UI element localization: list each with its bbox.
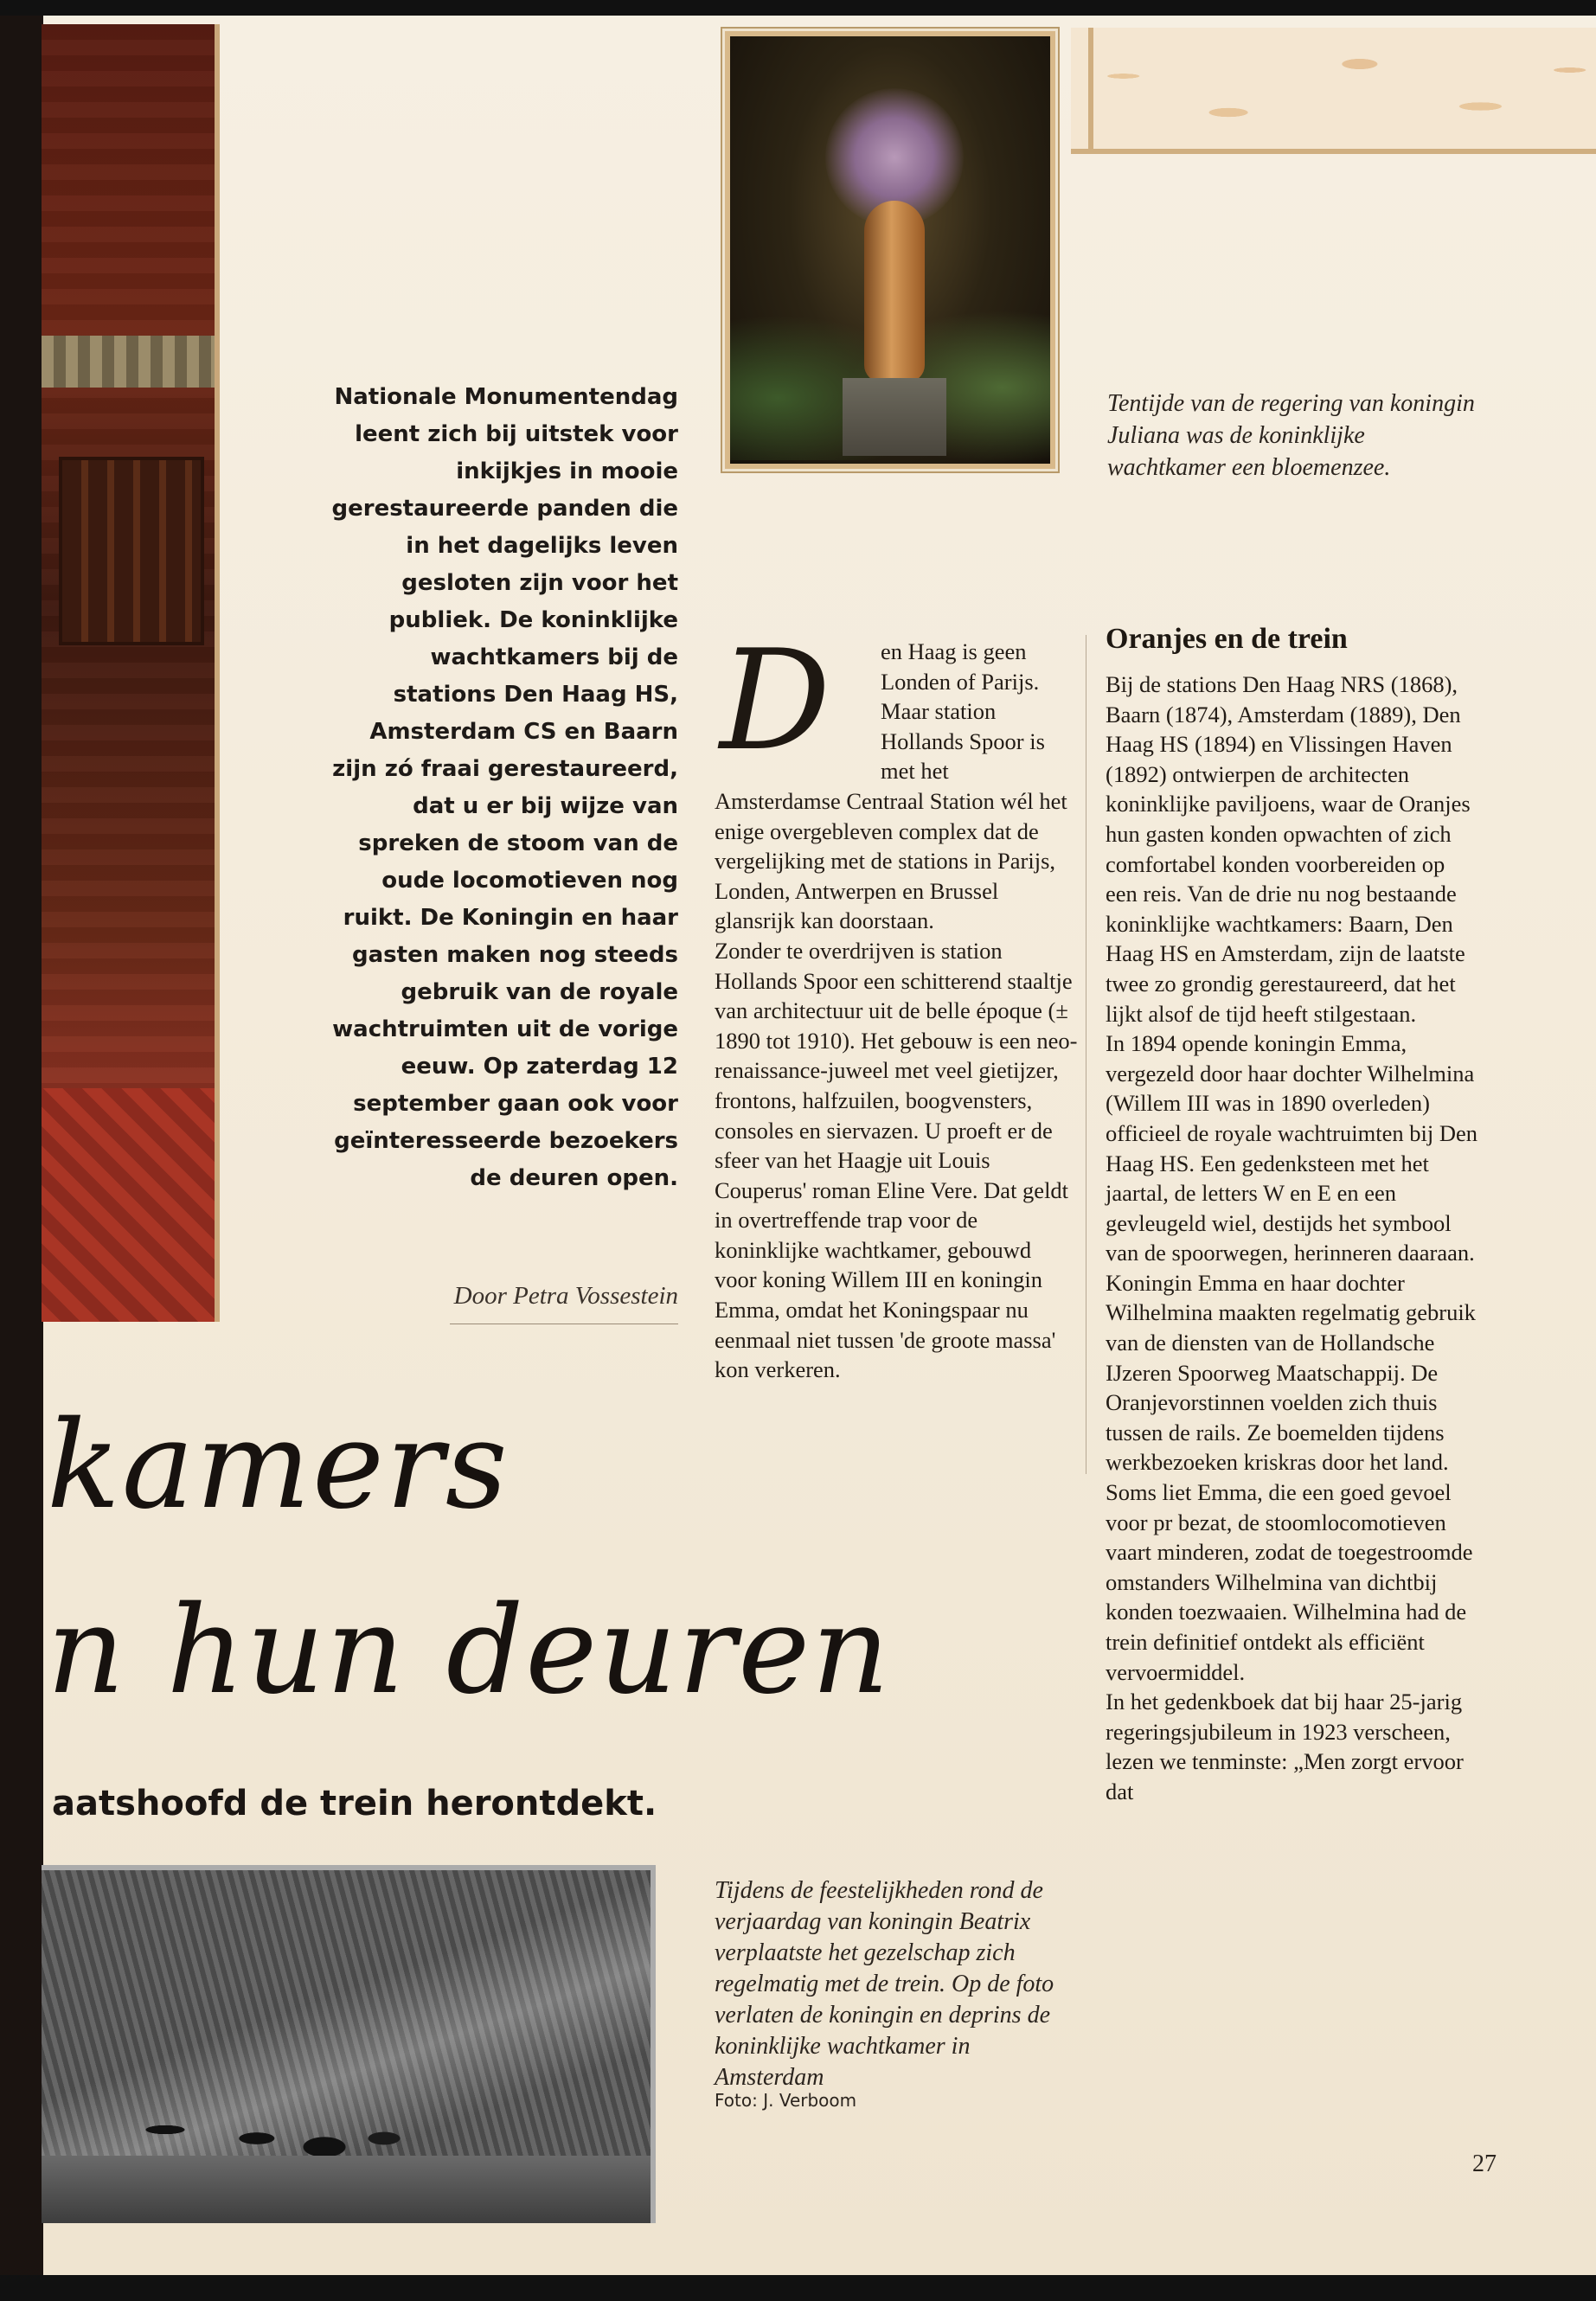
byline: Door Petra Vossestein — [453, 1282, 678, 1310]
headline-line-2: n hun deuren — [47, 1580, 892, 1721]
dropcap-letter: D — [720, 619, 831, 781]
photo-platform-floor — [42, 2156, 651, 2223]
magazine-page — [0, 16, 1596, 2275]
photo-wood-panel — [59, 457, 204, 645]
photo-vase-body — [864, 201, 925, 382]
intro-text: Nationale Monumentendag leent zich bij uitstek voor inkijkjes in mooie gerestaureerde panden die in het dagelijks leven gesloten zijn voor het publiek. De koninklijke wachtkamers bij de stations Den Haag HS, Amsterdam CS en Baarn zijn zó fraai gerestaureerd, dat u er bij wijze van spreken de stoom van de oude locomotieven nog ruikt. De Koningin en haar gasten maken nog steeds gebruik van de royale wachtruimten uit de vorige eeuw. Op zaterdag 12 september gaan ook voor geïnteresseerde bezoekers de deuren open. — [331, 384, 678, 1191]
photo-vase-pedestal — [843, 378, 946, 456]
caption-bottom: Tijdens de feestelijkheden rond de verjaardag van koningin Beatrix verplaatste het gezelschap zich regelmatig met de trein. Op de foto verlaten de koningin en deprins de koninklijke wachtkamer in Amsterdam — [715, 1877, 1054, 2091]
page-gutter — [0, 16, 43, 2275]
photo-frieze — [42, 336, 215, 388]
headline-line-1: kamers — [47, 1395, 510, 1536]
subheadline: aatshoofd de trein herontdekt. — [52, 1784, 657, 1823]
decorative-ornament — [1071, 28, 1596, 154]
column2-paragraph-3: Koningin Emma en haar dochter Wilhelmina maakten regelmatig gebruik van de diensten van de Hollandsche IJzeren Spoorweg Maatschappij. De Oranjevorstinnen voelden zich thuis tussen de rails. Ze boemelden tijdens werkbezoeken kriskras door het land. Soms liet Emma, die een goed gevoel voor pr bezat, de stoomlocomotieven vaart minderen, zodat de toegestroomde omstanders Wilhelmina van dichtbij konden toezwaaien. Wilhelmina had de trein definitief ontdekt als efficiënt vervoermiddel. — [1106, 1269, 1476, 1685]
caption-top: Tentijde van de regering van koningin Juliana was de koninklijke wachtkamer een bloemenzee. — [1107, 390, 1475, 481]
photo-credit: Foto: J. Verboom — [715, 2090, 857, 2111]
article-column-1 — [715, 619, 1078, 1385]
page-number: 27 — [1472, 2150, 1497, 2177]
photo-royal-waiting-room — [42, 24, 220, 1322]
column1-paragraph-1: en Haag is geen Londen of Parijs. Maar station Hollands Spoor is met het Amsterdamse Centraal Station wél het enige overgebleven complex dat de vergelijking met de stations in Parijs, Londen, Antwerpen en Brussel glansrijk kan doorstaan. — [715, 638, 1067, 934]
column2-paragraph-4: In het gedenkboek dat bij haar 25-jarig regeringsjubileum in 1923 verscheen, lezen we tenminste: „Men zorgt ervoor dat — [1106, 1689, 1464, 1804]
column2-paragraph-1: Bij de stations Den Haag NRS (1868), Baarn (1874), Amsterdam (1889), Den Haag HS (1894) en Vlissingen Haven (1892) ontwierpen de architecten koninklijke paviljoens, waar de Oranjes hun gasten konden opwachten of zich comfortabel konden voorbereiden op een reis. Van de drie nu nog bestaande koninklijke wachtkamers: Baarn, Den Haag HS en Amsterdam, zijn de laatste twee zo grondig gerestaureerd, dat het lijkt alsof de tijd heeft stilgestaan. — [1106, 671, 1471, 1027]
photo-red-carpet — [42, 1088, 215, 1322]
photo-flower-vase — [725, 31, 1055, 469]
photo-station-platform — [42, 1865, 656, 2223]
column2-paragraph-2: In 1894 opende koningin Emma, vergezeld door haar dochter Wilhelmina (Willem III was in 1890 overleden) officieel de royale wachtruimten bij Den Haag HS. Een gedenksteen met het jaartal, de letters W en E en een gevleugeld wiel, destijds het symbool van de spoorwegen, herinneren daaraan. — [1106, 1030, 1477, 1266]
article-column-2 — [1106, 670, 1477, 1807]
column1-paragraph-2: Zonder te overdrijven is station Hollands Spoor een schitterend staaltje van architectuur uit de belle époque (± 1890 tot 1910). Het gebouw is een neo-renaissance-juweel met veel gietijzer, frontons, halfzuilen, boogvensters, consoles en siervazen. U proeft er de sfeer van het Haagje uit Louis Couperus' roman Eline Vere. Dat geldt in overtreffende trap voor de koninklijke wachtkamer, gebouwd voor koning Willem III en koningin Emma, omdat het Koningspaar nu eenmaal niet tussen 'de groote massa' kon verkeren. — [715, 937, 1078, 1383]
ornament-border — [1071, 28, 1093, 149]
section-heading: Oranjes en de trein — [1106, 623, 1348, 655]
dropcap-block — [715, 619, 877, 781]
